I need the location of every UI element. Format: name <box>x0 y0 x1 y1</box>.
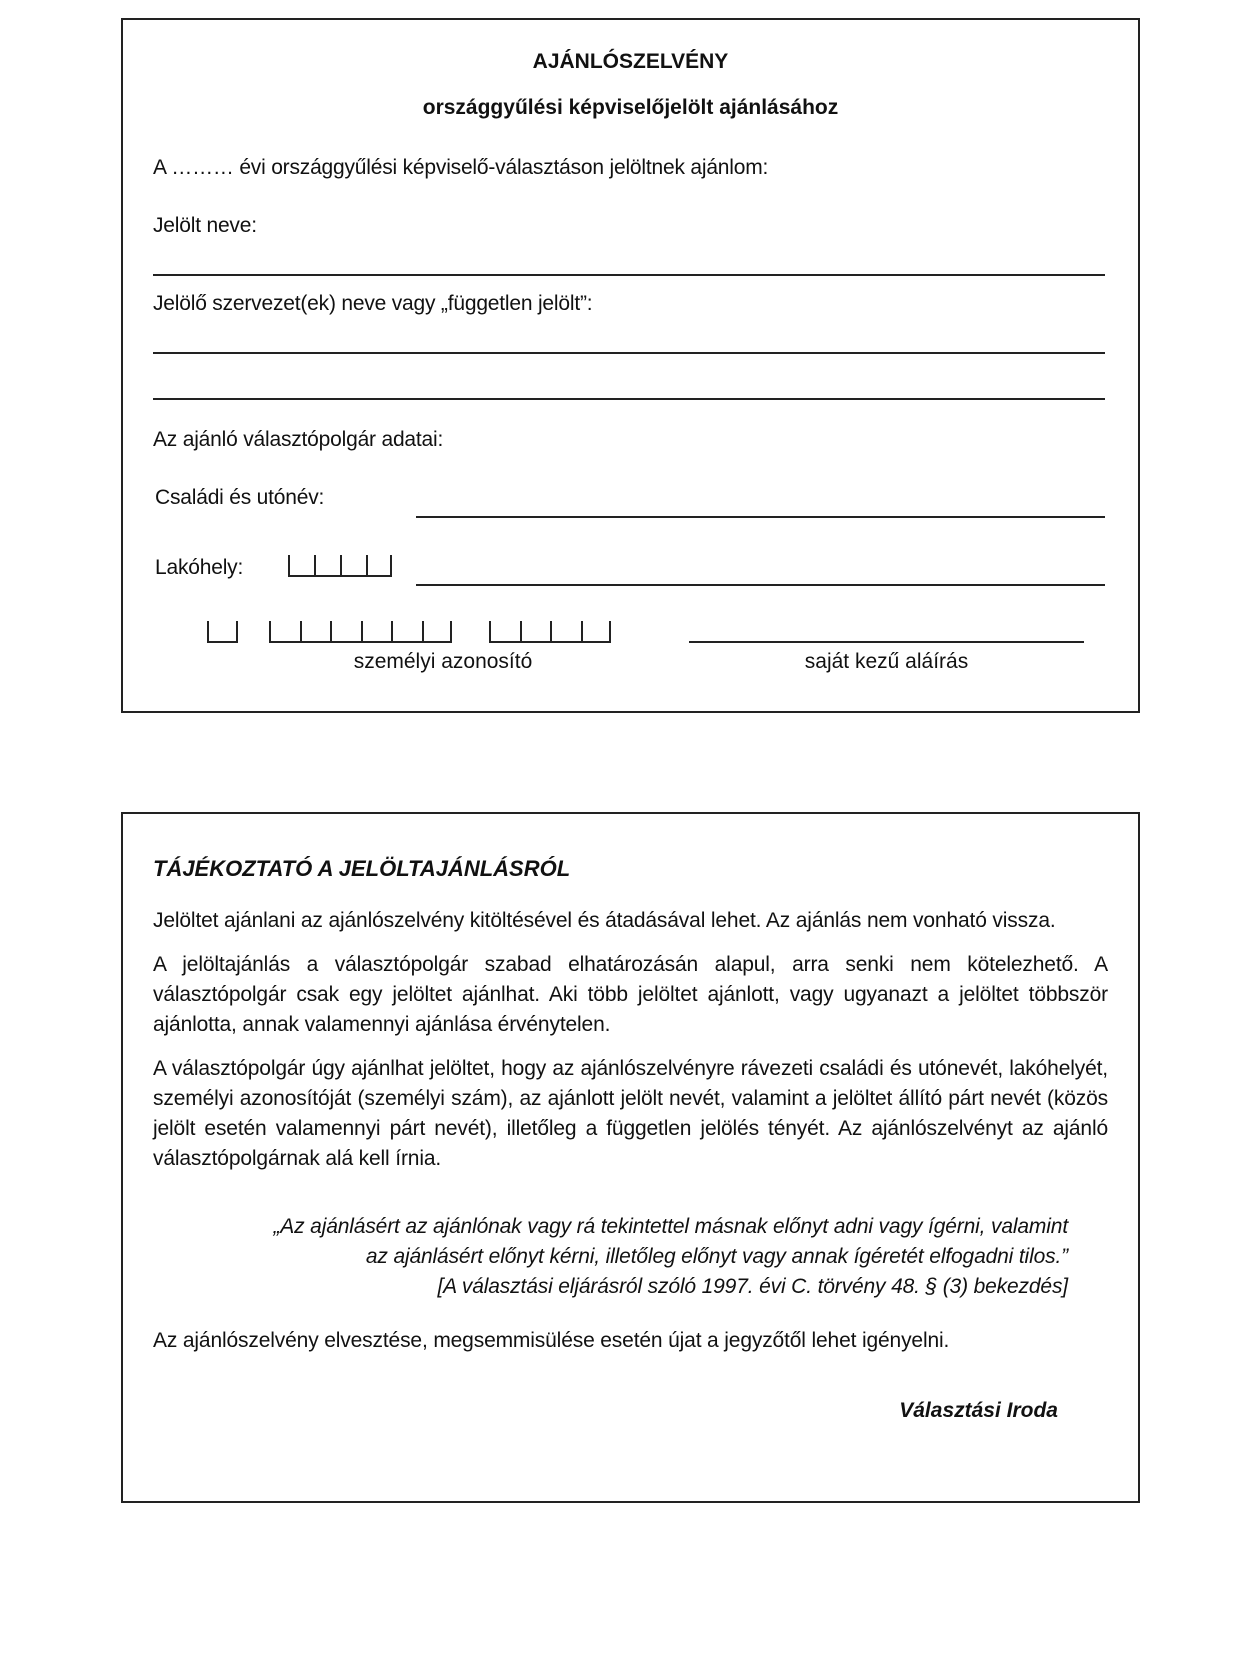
signature-caption: saját kezű aláírás <box>804 650 969 673</box>
postal-code-boxes[interactable] <box>288 555 392 577</box>
info-paragraph-2: A jelöltajánlás a választópolgár szabad elhatározásán alapul, arra senki nem kötelezhető. A választópolgár csak egy jelöltet ajánlhat. Aki több jelöltet ajánlott, vagy ugyanazt a jelöltet többször ajánlotta, annak valamennyi ajánlása érvénytelen. <box>153 953 1108 1036</box>
signoff: Választási Iroda <box>899 1399 1058 1422</box>
voter-section-label: Az ajánló választópolgár adatai: <box>153 428 444 451</box>
info-paragraph-1: Jelöltet ajánlani az ajánlószelvény kitöltésével és átadásával lehet. Az ajánlás nem vonható vissza. <box>153 909 1056 932</box>
closing-paragraph: Az ajánlószelvény elvesztése, megsemmisülése esetén újat a jegyzőtől lehet igényelni. <box>153 1329 950 1352</box>
candidate-name-field[interactable] <box>153 274 1105 276</box>
candidate-label: Jelölt neve: <box>153 214 257 237</box>
form-subtitle: országgyűlési képviselőjelölt ajánlásához <box>422 96 839 119</box>
name-label: Családi és utónév: <box>155 486 325 509</box>
organization-field-line-2[interactable] <box>153 398 1105 400</box>
id-caption: személyi azonosító <box>353 650 533 673</box>
recommendation-form <box>121 18 1140 713</box>
election-line: A ……… évi országgyűlési képviselő-választáson jelöltnek ajánlom: <box>153 156 769 179</box>
voter-name-field[interactable] <box>416 516 1105 518</box>
info-paragraph-3: A választópolgár úgy ajánlhat jelöltet, hogy az ajánlószelvényre rávezeti családi és utónevét, lakóhelyét, személyi azonosítóját (személyi szám), az ajánlott jelölt nevét, valamint a jelöltet állító párt nevét (közös jelölt esetén valamennyi párt nevét), illetőleg a független jelölés tényét. Az ajánlószelvényt az ajánló választópolgárnak alá kell írnia. <box>153 1057 1108 1170</box>
organization-label: Jelölő szervezet(ek) neve vagy „független jelölt”: <box>153 292 593 315</box>
id-birthdate-boxes[interactable] <box>269 621 452 643</box>
id-sex-digit-box[interactable] <box>207 621 238 643</box>
form-title: AJÁNLÓSZELVÉNY <box>532 50 729 73</box>
signature-field[interactable] <box>689 641 1084 643</box>
residence-label: Lakóhely: <box>155 556 244 579</box>
organization-field-line-1[interactable] <box>153 352 1105 354</box>
quote-source: [A választási eljárásról szóló 1997. évi C. törvény 48. § (3) bekezdés] <box>437 1275 1068 1298</box>
quote-line-1: „Az ajánlásért az ajánlónak vagy rá tekintettel másnak előnyt adni vagy ígérni, valamint <box>273 1215 1068 1238</box>
quote-line-2: az ajánlásért előnyt kérni, illetőleg előnyt vagy annak ígéretét elfogadni tilos.” <box>365 1245 1068 1268</box>
residence-field[interactable] <box>416 584 1105 586</box>
information-notice <box>121 812 1140 1503</box>
info-heading: TÁJÉKOZTATÓ A JELÖLTAJÁNLÁSRÓL <box>153 856 571 881</box>
id-serial-boxes[interactable] <box>489 621 611 643</box>
